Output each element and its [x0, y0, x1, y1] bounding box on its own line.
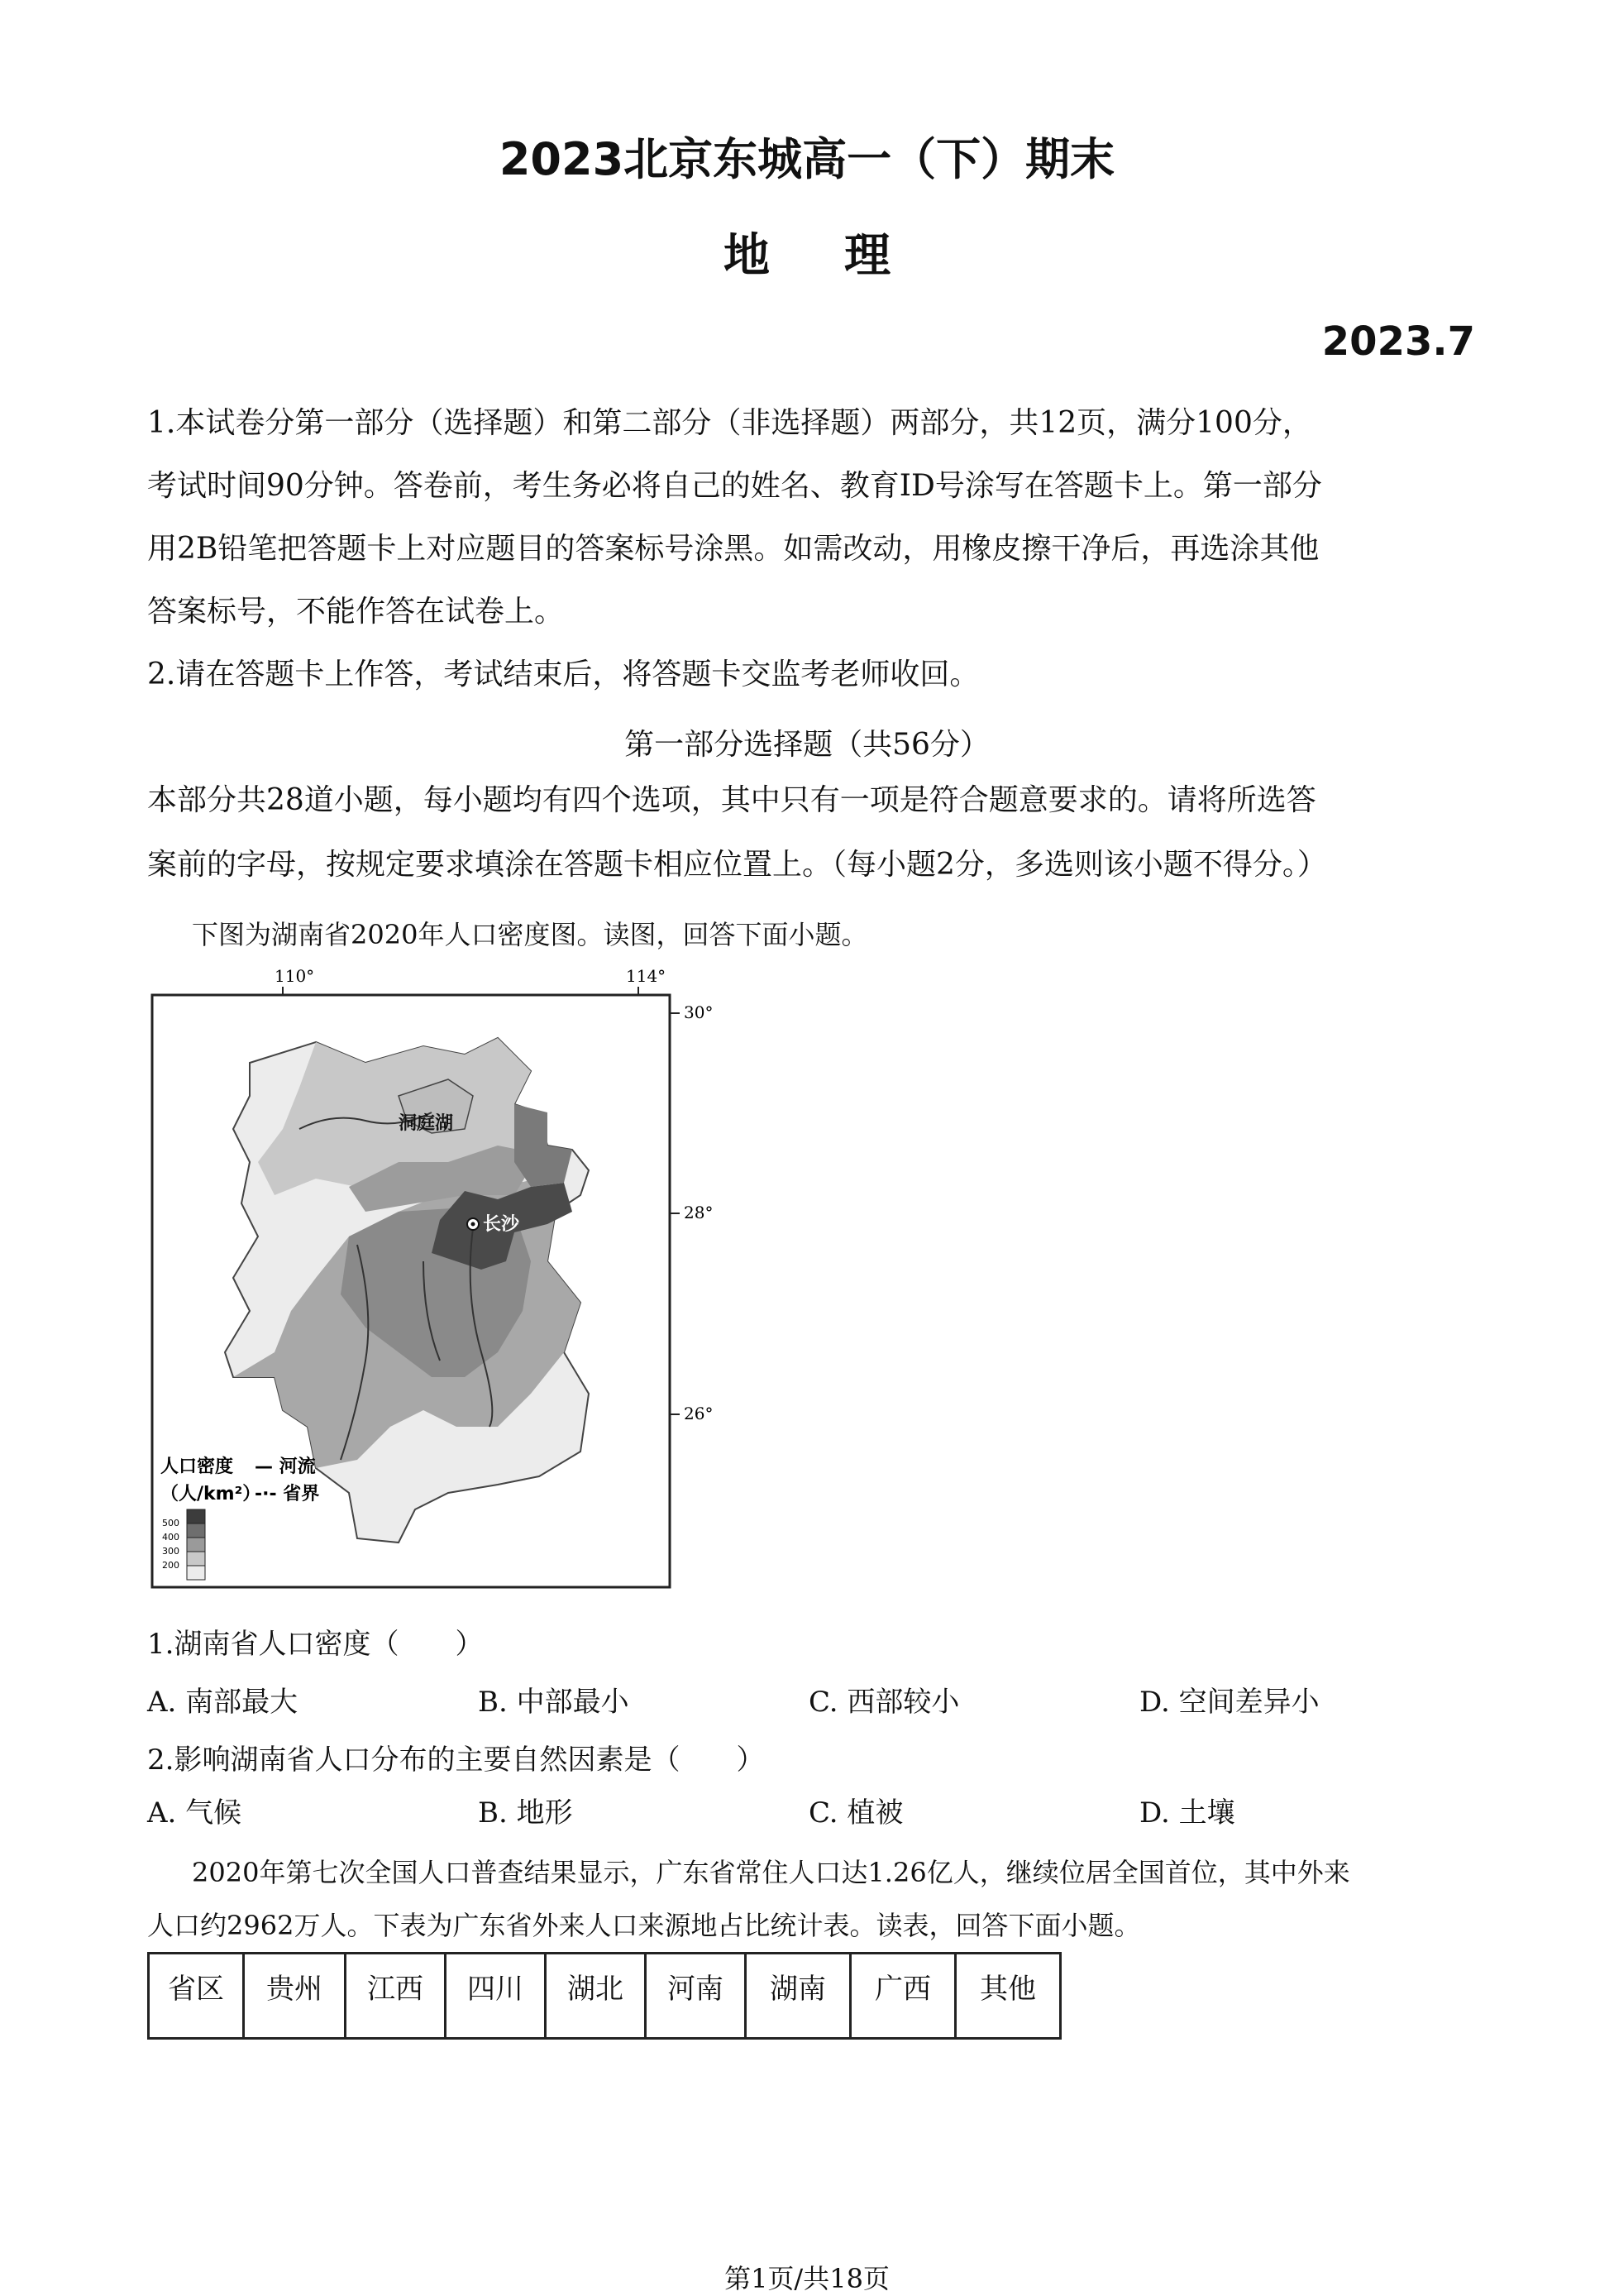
source-table — [147, 1952, 1062, 2040]
instruction-line: 1.本试卷分第一部分（选择题）和第二部分（非选择题）两部分，共12页，满分100分， — [147, 406, 1312, 440]
question-option[interactable]: D. 空间差异小 — [1139, 1686, 1320, 1719]
lake-label: 洞庭湖 — [399, 1113, 454, 1134]
table-header-cell: 河南 — [646, 1954, 746, 2039]
legend-value: 300 — [162, 1546, 179, 1557]
legend-swatch — [187, 1523, 205, 1538]
legend-river: — 河流 — [255, 1457, 316, 1477]
question-option[interactable]: B. 中部最小 — [478, 1686, 629, 1719]
table-header-cell: 四川 — [446, 1954, 546, 2039]
question-stem: 1.湖南省人口密度（ ） — [147, 1628, 484, 1661]
legend-swatch — [187, 1509, 205, 1523]
question-stem: 2.影响湖南省人口分布的主要自然因素是（ ） — [147, 1744, 765, 1777]
lat-label: 28° — [684, 1203, 714, 1222]
table-header-cell: 广西 — [851, 1954, 956, 2039]
question-option[interactable]: C. 植被 — [809, 1796, 904, 1830]
question-option[interactable]: B. 地形 — [478, 1796, 573, 1830]
table-header-cell: 湖南 — [746, 1954, 851, 2039]
instruction-line: 考试时间90分钟。答卷前，考生务必将自己的姓名、教育ID号涂写在答题卡上。第一部分 — [147, 469, 1322, 503]
instruction-line: 答案标号，不能作答在试卷上。 — [147, 595, 565, 629]
instruction-line: 2.请在答题卡上作答，考试结束后，将答题卡交监考老师收回。 — [147, 658, 980, 691]
question-option[interactable]: A. 南部最大 — [147, 1686, 298, 1719]
table-intro-line: 人口约2962万人。下表为广东省外来人口来源地占比统计表。读表，回答下面小题。 — [147, 1910, 1141, 1941]
question-option[interactable]: A. 气候 — [147, 1796, 242, 1830]
legend-swatch — [187, 1538, 205, 1552]
legend-scale — [162, 1509, 205, 1580]
instruction-line: 用2B铅笔把答题卡上对应题目的答案标号涂黑。如需改动，用橡皮擦干净后，再选涂其他 — [147, 532, 1320, 566]
section-intro-line: 案前的字母，按规定要求填涂在答题卡相应位置上。（每小题2分，多选则该小题不得分。） — [147, 848, 1327, 882]
table-header-cell: 省区 — [149, 1954, 244, 2039]
exam-date: 2023.7 — [1321, 318, 1475, 365]
map-intro: 下图为湖南省2020年人口密度图。读图，回答下面小题。 — [192, 919, 868, 950]
table-header-cell: 江西 — [346, 1954, 446, 2039]
lon-label: 114° — [626, 966, 666, 986]
question-option[interactable]: C. 西部较小 — [809, 1686, 960, 1719]
city-label: 长沙 — [483, 1214, 520, 1235]
legend-title: 人口密度 — [160, 1457, 234, 1477]
table-row — [149, 1954, 1061, 2039]
lat-label: 26° — [684, 1404, 714, 1423]
subject-title: 地理 — [723, 229, 965, 283]
table-header-cell: 湖北 — [546, 1954, 646, 2039]
lon-label: 110° — [275, 966, 315, 986]
legend-border: -·- 省界 — [255, 1484, 320, 1504]
table-intro-line: 2020年第七次全国人口普查结果显示，广东省常住人口达1.26亿人，继续位居全国首位，其中外来 — [192, 1857, 1350, 1888]
legend-swatch — [187, 1552, 205, 1566]
table-header-cell: 其他 — [956, 1954, 1061, 2039]
legend-value: 200 — [162, 1560, 179, 1571]
legend-unit: （人/km²） — [160, 1484, 261, 1504]
table-header-cell: 贵州 — [244, 1954, 346, 2039]
page-footer: 第1页/共18页 — [724, 2263, 890, 2294]
legend-value: 500 — [162, 1518, 179, 1528]
question-option[interactable]: D. 土壤 — [1139, 1796, 1235, 1830]
legend-swatch — [187, 1566, 205, 1580]
legend-value: 400 — [162, 1532, 179, 1543]
map-svg — [150, 964, 729, 1592]
lat-label: 30° — [684, 1002, 714, 1022]
section-title: 第一部分选择题（共56分） — [624, 728, 990, 762]
page-title: 2023北京东城高一（下）期末 — [499, 133, 1115, 185]
population-density-map — [150, 964, 729, 1592]
section-intro-line: 本部分共28道小题，每小题均有四个选项，其中只有一项是符合题意要求的。请将所选答 — [147, 783, 1316, 817]
